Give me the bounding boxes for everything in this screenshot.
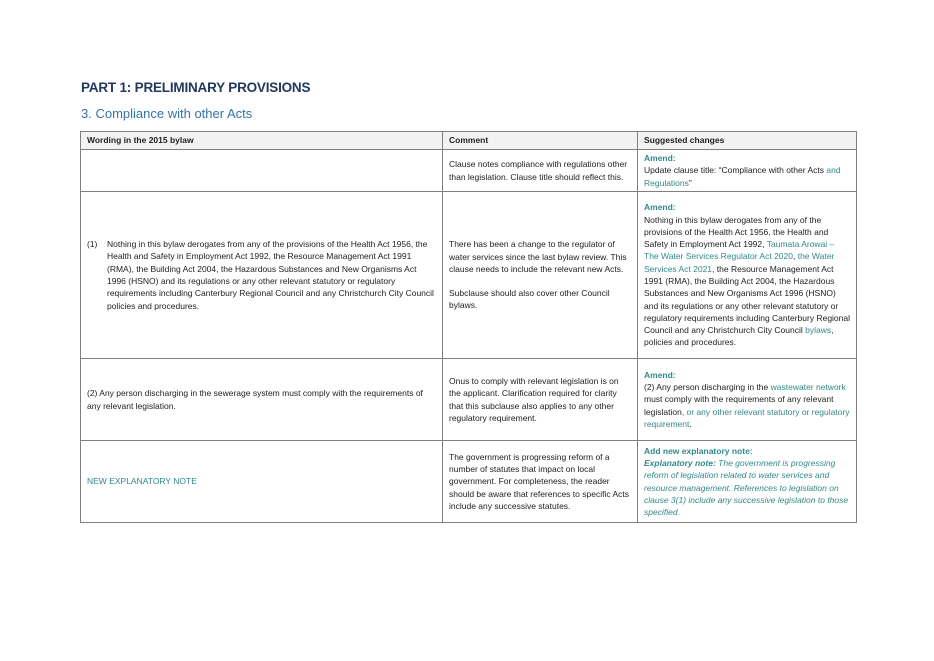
suggested-cell xyxy=(638,150,857,192)
explanatory-note-label: Explanatory note: xyxy=(644,457,716,468)
table-header-row xyxy=(81,132,857,150)
part-heading: PART 1: PRELIMINARY PROVISIONS xyxy=(81,80,311,95)
suggested-text-part: , the Resource Management Act 1991 (RMA), the Building Act 2004, the Hazardous Substances and New Organisms Act 1996 (HSNO) and its regulations or any other relevant statutory or regulatory requirements including Canterbury Regional Council and any Christchurch City Council xyxy=(644,263,851,336)
clause-number: (1) xyxy=(87,239,98,250)
comment-cell xyxy=(443,359,638,441)
clause-1-wording xyxy=(87,238,436,312)
wording-cell xyxy=(81,192,443,359)
suggested-text-part: Nothing in this bylaw derogates from any of the provisions of the Health Act 1956, the Health and Safety in Employment Act 1992, xyxy=(644,214,829,250)
table-row xyxy=(81,192,857,359)
suggested-text-part: , xyxy=(792,251,798,262)
new-explanatory-note-label: NEW EXPLANATORY NOTE xyxy=(87,476,197,487)
comment-cell xyxy=(443,441,638,523)
comment-cell xyxy=(443,150,638,192)
comment-text: Subclause should also cover other Council bylaws. xyxy=(449,288,610,311)
suggested-text-part: . xyxy=(689,418,692,429)
table-row xyxy=(81,441,857,523)
amend-label: Amend: xyxy=(644,153,676,164)
table-row xyxy=(81,150,857,192)
suggested-text xyxy=(644,165,841,187)
table-row xyxy=(81,359,857,441)
clause-heading: 3. Compliance with other Acts xyxy=(81,106,253,121)
suggested-text-part: must comply with the requirements of any relevant legislation xyxy=(644,394,834,417)
amend-label: Add new explanatory note: xyxy=(644,445,753,456)
explanatory-note-text: The government is progressing reform of legislation related to water services and resource management. References to legislation on clause 3(1) include any successive legislation to those specified xyxy=(644,457,849,518)
suggested-insert: Taumata Arowai – The Water Services Regulator Act 2020 xyxy=(644,239,835,262)
suggested-cell xyxy=(638,192,857,359)
suggested-text-part: (2) Any person discharging in the xyxy=(644,382,771,393)
bylaw-comparison-table xyxy=(80,131,857,523)
suggested-insert: bylaws xyxy=(805,325,832,336)
suggested-insert: the Water Services Act 2021 xyxy=(644,251,835,274)
explanatory-note xyxy=(644,458,848,517)
comment-text: There has been a change to the regulator of water services since the last bylaw review. This clause needs to include the relevant new Acts. xyxy=(449,239,627,274)
wording-cell xyxy=(81,150,443,192)
suggested-text-part: ” xyxy=(688,177,692,188)
clause-text: (2) Any person discharging in the sewerage system must comply with the requirements of any relevant legislation. xyxy=(87,388,423,411)
suggested-cell xyxy=(638,359,857,441)
suggested-cell xyxy=(638,441,857,523)
clause-text: Nothing in this bylaw derogates from any of the provisions of the Health Act 1956, the Health and Safety in Employment Act 1992, the Resource Management Act 1991 (RMA), the Building Act 2004, the Hazardous Substances and New Organisms Act 1996 (HSNO) and its regulations or any other relevant statutory or regulatory requirements including Canterbury Regional Council and any Christchurch City Council policies and procedures. xyxy=(107,239,434,311)
comment-text: The government is progressing reform of a number of statutes that impact on local government. For completeness, the reader should be aware that references to specific Acts include any successive statutes. xyxy=(449,451,630,511)
suggested-text-part: Update clause title: “Compliance with other Acts xyxy=(644,165,827,176)
amend-label: Amend: xyxy=(644,369,676,380)
suggested-insert: and Regulations xyxy=(644,165,841,188)
suggested-insert: wastewater network xyxy=(770,382,846,393)
column-header-wording: Wording in the 2015 bylaw xyxy=(81,132,443,150)
comment-text: Clause notes compliance with regulations other than legislation. Clause title should reflect this. xyxy=(449,159,628,182)
wording-cell xyxy=(81,359,443,441)
comment-cell xyxy=(443,192,638,359)
column-header-suggested: Suggested changes xyxy=(638,132,857,150)
comment-text: Onus to comply with relevant legislation is on the applicant. Clarification required for clarity that this subclause also applies to any other regulatory requirement. xyxy=(449,375,619,423)
suggested-insert: , or any other relevant statutory or regulatory requirement xyxy=(644,406,850,429)
amend-label: Amend: xyxy=(644,202,676,213)
suggested-text xyxy=(644,215,850,348)
wording-cell xyxy=(81,441,443,523)
suggested-text-part: , policies and procedures. xyxy=(644,325,834,348)
column-header-comment: Comment xyxy=(443,132,638,150)
explanatory-note-end: . xyxy=(677,507,680,518)
suggested-text xyxy=(644,382,850,429)
